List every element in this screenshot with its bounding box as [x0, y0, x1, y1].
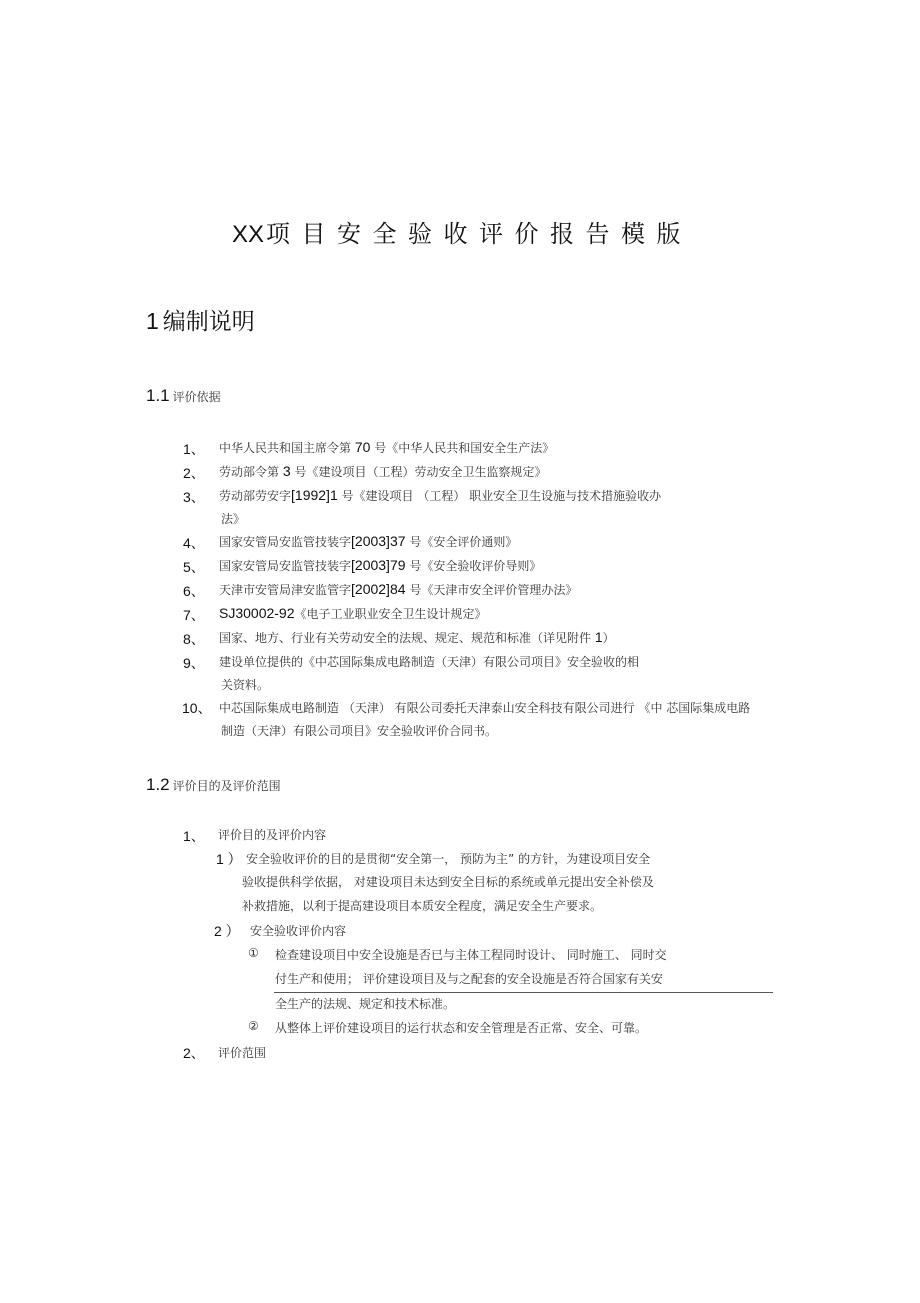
list-item-label: 评价范围	[218, 1046, 267, 1060]
sub-item-label: 安全验收评价内容	[250, 924, 347, 938]
paragraph-line: 全生产的法规、规定和技术标准。	[275, 997, 456, 1011]
section-1-1-heading	[146, 386, 221, 406]
circled-number-1-icon: ①	[248, 946, 259, 960]
item-text: 《电子工业职业安全卫生设计规定》	[294, 607, 487, 621]
title-prefix: XX	[232, 221, 265, 248]
list-item	[219, 581, 577, 598]
item-text: 号《安全评价通则》	[405, 535, 518, 549]
list-item-number: 2、	[183, 465, 205, 481]
item-text: 国家、地方、行业有关劳动安全的法规、规定、规范和标准（详见附件	[219, 631, 595, 645]
list-item	[219, 629, 615, 646]
list-item	[219, 463, 546, 480]
list-item	[219, 487, 661, 504]
list-item: 建设单位提供的《中芯国际集成电路制造（天津）有限公司项目》安全验收的相	[219, 655, 640, 669]
list-item-label: 评价目的及评价内容	[218, 828, 327, 842]
list-item-number: 9、	[183, 655, 205, 671]
sub-item-number: 2 ）	[214, 923, 240, 939]
list-item: 中芯国际集成电路制造 （天津） 有限公司委托天津泰山安全科技有限公司进行 《中 芯国际集成电路	[219, 701, 751, 715]
item-text: 国家安管局安监管技装字	[219, 559, 352, 573]
paragraph-line: 安全验收评价的目的是贯彻“安全第一， 预防为主” 的方针，为建设项目安全	[246, 852, 651, 866]
document-title	[232, 214, 692, 249]
item-text: 天津市安管局津安监管字	[219, 583, 352, 597]
list-item-number: 1、	[183, 828, 205, 844]
paragraph-line: 验收提供科学依据， 对建设项目未达到安全目标的系统或单元提出安全补偿及	[242, 875, 654, 889]
section-title: 评价目的及评价范围	[172, 779, 281, 793]
list-item	[219, 533, 517, 550]
sub-item-number: 1 ）	[216, 851, 242, 867]
paragraph-line: 补救措施，以利于提高建设项目本质安全程度，满足安全生产要求。	[242, 899, 603, 913]
item-number-ref: 70	[354, 439, 371, 455]
item-number-ref: [1992]1	[291, 487, 338, 503]
list-item-continuation: 制造（天津）有限公司项目》安全验收评价合同书。	[221, 724, 498, 738]
list-item-continuation: 关资料。	[221, 678, 270, 692]
item-number-ref: [2003]37	[351, 533, 406, 549]
item-text: 号《建设项目 （工程） 职业安全卫生设施与技术措施验收办	[337, 489, 662, 503]
section-number: 1.2	[146, 775, 170, 794]
list-item-number: 8、	[183, 631, 205, 647]
list-item-number: 7、	[183, 607, 205, 623]
paragraph-line: 付生产和使用； 评价建设项目及与之配套的安全设施是否符合国家有关安	[275, 972, 663, 986]
list-item-number: 2、	[183, 1045, 205, 1061]
item-text: 国家安管局安监管技装字	[219, 535, 352, 549]
paragraph-line: 从整体上评价建设项目的运行状态和安全管理是否正常、安全、可靠。	[275, 1021, 648, 1035]
item-number-ref: 1	[594, 629, 603, 645]
item-text: ）	[602, 631, 615, 645]
section-1-heading	[146, 303, 255, 336]
item-text: 号《建设项目（工程）劳动安全卫生监察规定》	[290, 465, 547, 479]
item-text: 号《天津市安全评价管理办法》	[405, 583, 578, 597]
item-number-ref: [2003]79	[351, 557, 406, 573]
list-item-number: 4、	[183, 535, 205, 551]
section-number: 1	[146, 308, 159, 334]
paragraph-line: 检查建设项目中安全设施是否已与主体工程同时设计、 同时施工、 同时交	[275, 948, 667, 962]
item-text: 中华人民共和国主席令第	[219, 441, 355, 455]
list-item	[219, 439, 554, 456]
horizontal-rule	[274, 992, 773, 993]
list-item-number: 5、	[183, 559, 205, 575]
list-item-number: 1、	[183, 441, 205, 457]
item-number-ref: SJ30002-92	[219, 605, 295, 621]
item-text: 劳动部令第	[219, 465, 283, 479]
list-item	[219, 557, 541, 574]
list-item-continuation: 法》	[221, 512, 246, 526]
list-item-number: 3、	[183, 489, 205, 505]
circled-number-2-icon: ②	[248, 1019, 259, 1033]
list-item-number: 10、	[182, 700, 212, 716]
list-item	[219, 605, 487, 622]
item-number-ref: 3	[282, 463, 291, 479]
list-item-number: 6、	[183, 583, 205, 599]
item-text: 劳动部劳安字	[219, 489, 292, 503]
item-text: 号《中华人民共和国安全生产法》	[370, 441, 555, 455]
section-1-2-heading	[146, 775, 281, 795]
section-title: 评价依据	[172, 390, 221, 404]
title-text: 项目安全验收评价报告模版	[266, 220, 693, 248]
item-number-ref: [2002]84	[351, 581, 406, 597]
section-title: 编制说明	[162, 309, 255, 335]
item-text: 号《安全验收评价导则》	[405, 559, 542, 573]
section-number: 1.1	[146, 386, 170, 405]
